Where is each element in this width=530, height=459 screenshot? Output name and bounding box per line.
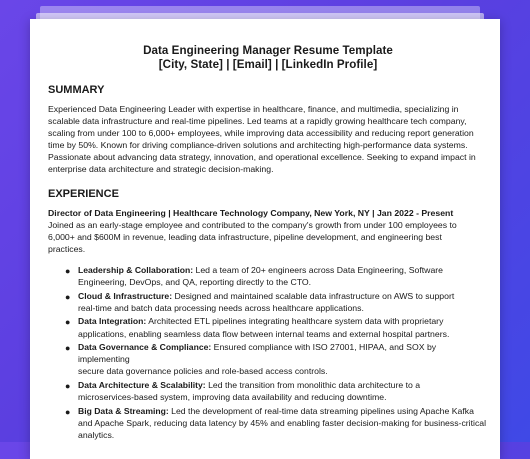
bullet-text: Led a team of 20+ engineers across Data Engineering, Software Engineering, DevOps, and QA, reporting directly to the CTO. (78, 264, 443, 287)
resume-document (30, 19, 500, 459)
summary-heading: SUMMARY (48, 84, 105, 96)
bullet-label: Leadership & Collaboration: (78, 264, 194, 275)
bullet-text: Led the transition from monolithic data architecture to a microservices-based system, improving data availability and reducing downtime. (78, 380, 421, 403)
bullet-text: Designed and maintained scalable data infrastructure on AWS to support real-time and batch data processing needs across healthcare applications. (78, 290, 455, 313)
job-title-line: Director of Data Engineering | Healthcare Technology Company, New York, NY | Jan 2022 - Present (48, 207, 454, 218)
bullet-label: Big Data & Streaming: (78, 405, 169, 416)
experience-bullet (65, 290, 488, 314)
resume-contact-line: [City, State] | [Email] | [LinkedIn Profile] (158, 58, 378, 71)
bullet-icon: ● (65, 406, 71, 417)
experience-bullet (65, 341, 488, 377)
bullet-label: Data Architecture & Scalability: (78, 380, 206, 391)
bullet-icon: ● (65, 291, 71, 302)
bullet-icon: ● (65, 317, 71, 328)
bullet-icon: ● (65, 343, 71, 354)
experience-bullet (65, 315, 488, 339)
resume-title: Data Engineering Manager Resume Template (143, 44, 393, 57)
experience-bullet (65, 405, 488, 441)
bullet-icon: ● (65, 381, 71, 392)
summary-text: Experienced Data Engineering Leader with expertise in healthcare, finance, and multimedia, specializing in scalable data infrastructure and real-time pipelines. Led teams at a rapidly growing healthcare tech company, scaling from under 100 to 6,000+ employees, while improving data accessibility and reducing report generation time by 50%. Known for driving compliance-driven solutions and architecting high-performance data systems. Passionate about advancing data strategy, innovation, and operational excellence. Seeking to expand impact in enterprise data architecture and strategic decision-making. (48, 104, 476, 175)
bullet-label: Data Governance & Compliance: (78, 342, 212, 353)
experience-heading: EXPERIENCE (48, 187, 119, 200)
bullet-icon: ● (65, 265, 71, 276)
experience-bullet-list (48, 264, 488, 441)
bullet-text: Led the development of real-time data streaming pipelines using Apache Kafka and Apache Spark, reducing data latency by 45% and enabling faster decision-making for business-critical analytics. (78, 405, 487, 441)
resume-content (48, 44, 488, 443)
bullet-text: Ensured compliance with ISO 27001, HIPAA, and SOX by implementing secure data governance policies and role-based access controls. (78, 342, 437, 377)
job-description: Joined as an early-stage employee and contributed to the company's growth from under 100 employees to 6,000+ and $600M in revenue, leading data infrastructure, pipeline development, and engineering best practices. (48, 219, 457, 254)
bullet-label: Cloud & Infrastructure: (78, 290, 173, 301)
bullet-label: Data Integration: (78, 316, 147, 327)
experience-bullet (65, 379, 488, 403)
experience-bullet (65, 264, 488, 288)
bullet-text: Architected ETL pipelines integrating healthcare system data with proprietary applications, enabling seamless data flow between internal teams and external hospital partners. (78, 316, 450, 339)
